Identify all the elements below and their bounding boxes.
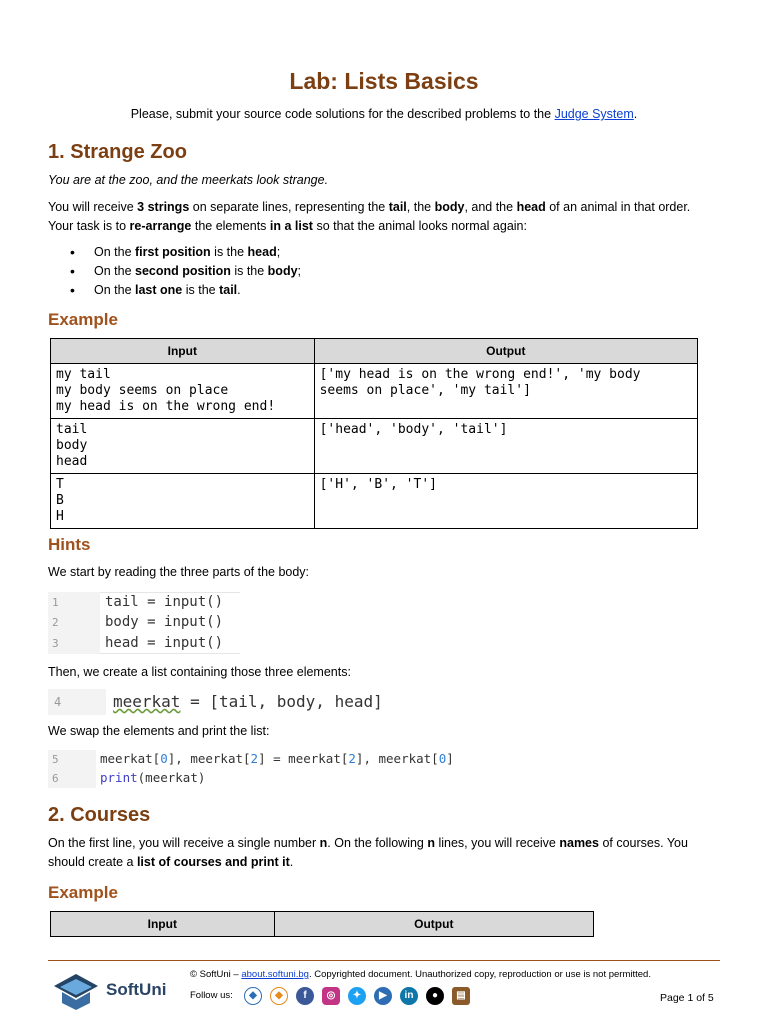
table-cell: ['head', 'body', 'tail'] bbox=[314, 419, 697, 474]
intro-after: . bbox=[633, 107, 638, 121]
page-number: Page 1 of 5 bbox=[660, 992, 714, 1004]
table-header-output: Output bbox=[274, 912, 593, 937]
table-header-input: Input bbox=[51, 339, 315, 364]
code-block-1 bbox=[48, 592, 240, 654]
youtube-icon[interactable]: ▶ bbox=[374, 987, 392, 1005]
softuni-icon[interactable]: ◆ bbox=[244, 987, 262, 1005]
example-table-2 bbox=[50, 911, 594, 937]
zoo-paragraph-2: Your task is to re-arrange the elements in a list so that the animal looks normal again: bbox=[48, 219, 527, 233]
line-number: 3 bbox=[52, 637, 59, 650]
code-line: meerkat[0], meerkat[2] = meerkat[2], meerkat[0] bbox=[100, 751, 454, 766]
section-heading-strange-zoo: 1. Strange Zoo bbox=[48, 141, 187, 163]
list-item: • On the first position is the head; bbox=[70, 243, 301, 262]
hint-text-2: Then, we create a list containing those three elements: bbox=[48, 665, 351, 679]
judge-system-link[interactable]: Judge System bbox=[554, 107, 634, 121]
line-number: 4 bbox=[54, 695, 62, 709]
code-block-3 bbox=[48, 750, 508, 788]
position-list bbox=[70, 243, 301, 300]
hint-text-1: We start by reading the three parts of the body: bbox=[48, 565, 310, 579]
courses-paragraph-1: On the first line, you will receive a single number n. On the following n lines, you will receive names of courses. You bbox=[48, 836, 688, 850]
code-line: head = input() bbox=[105, 635, 224, 651]
example-heading-2: Example bbox=[48, 883, 118, 902]
table-cell: tail body head bbox=[51, 419, 315, 474]
example-heading: Example bbox=[48, 310, 118, 329]
softuni-foundation-icon[interactable]: ◆ bbox=[270, 987, 288, 1005]
code-line: body = input() bbox=[105, 614, 224, 630]
footer-divider bbox=[48, 960, 720, 961]
github-icon[interactable]: ● bbox=[426, 987, 444, 1005]
code-line: print(meerkat) bbox=[100, 770, 206, 785]
code-line: meerkat = [tail, body, head] bbox=[113, 692, 383, 711]
code-line: tail = input() bbox=[105, 594, 224, 610]
table-cell: ['my head is on the wrong end!', 'my body seems on place', 'my tail'] bbox=[314, 364, 697, 419]
blog-icon[interactable]: ▤ bbox=[452, 987, 470, 1005]
table-header-output: Output bbox=[314, 339, 697, 364]
list-item: • On the second position is the body; bbox=[70, 262, 301, 281]
line-number: 5 bbox=[52, 753, 59, 766]
page-title: Lab: Lists Basics bbox=[289, 68, 479, 94]
intro-before: Please, submit your source code solutions for the described problems to the bbox=[130, 107, 555, 121]
table-cell: my tail my body seems on place my head is on the wrong end! bbox=[51, 364, 315, 419]
instagram-icon[interactable]: ◎ bbox=[322, 987, 340, 1005]
linkedin-icon[interactable]: in bbox=[400, 987, 418, 1005]
table-header-input: Input bbox=[51, 912, 275, 937]
line-number: 6 bbox=[52, 772, 59, 785]
line-number: 1 bbox=[52, 596, 59, 609]
facebook-icon[interactable]: f bbox=[296, 987, 314, 1005]
intro-text bbox=[0, 107, 768, 121]
zoo-paragraph-1: You will receive 3 strings on separate lines, representing the tail, the body, and the head of an animal in that order. bbox=[48, 200, 691, 214]
table-cell: ['H', 'B', 'T'] bbox=[314, 474, 697, 529]
line-number: 2 bbox=[52, 616, 59, 629]
code-block-2 bbox=[48, 689, 408, 715]
section-heading-courses: 2. Courses bbox=[48, 804, 151, 826]
list-item: • On the last one is the tail. bbox=[70, 281, 301, 300]
hints-heading: Hints bbox=[48, 535, 91, 554]
about-softuni-link[interactable]: about.softuni.bg bbox=[241, 969, 309, 980]
courses-paragraph-2: should create a list of courses and print it. bbox=[48, 855, 294, 869]
twitter-icon[interactable]: ✦ bbox=[348, 987, 366, 1005]
zoo-italic-text: You are at the zoo, and the meerkats look strange. bbox=[48, 173, 329, 187]
hint-text-3: We swap the elements and print the list: bbox=[48, 724, 270, 738]
softuni-logo-text: SoftUni bbox=[106, 980, 167, 999]
table-cell: T B H bbox=[51, 474, 315, 529]
example-table bbox=[50, 338, 698, 529]
copyright-text: © SoftUni – about.softuni.bg. Copyrighted document. Unauthorized copy, reproduction or use is not permitted. bbox=[190, 969, 651, 980]
follow-us-label: Follow us: bbox=[190, 990, 233, 1001]
